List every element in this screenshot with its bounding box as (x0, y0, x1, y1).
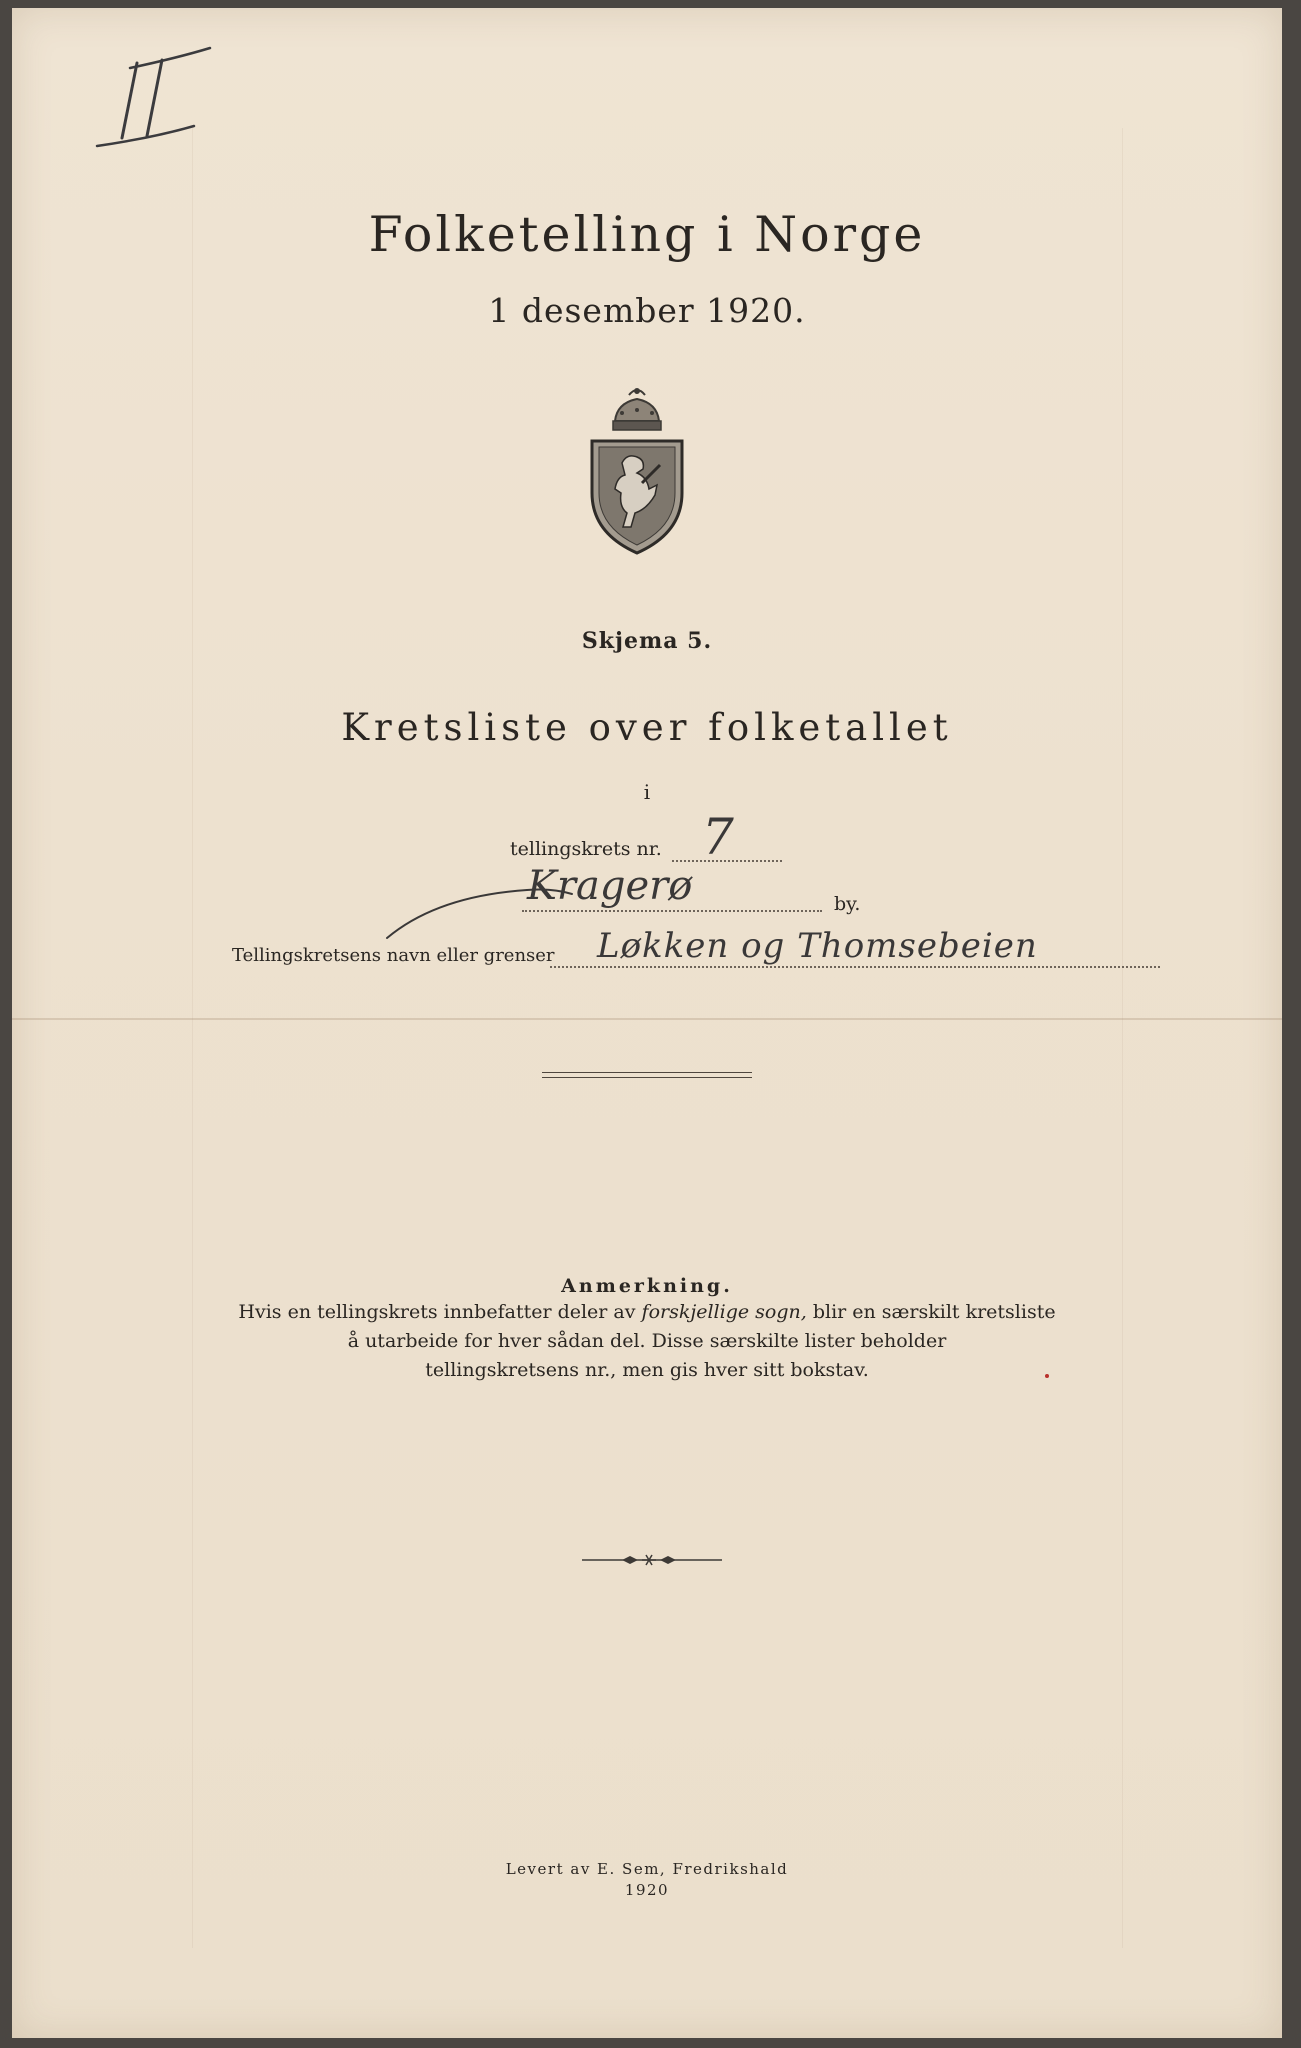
boundaries-handwritten: Løkken og Thomsebeien (597, 926, 1038, 966)
note-line-1-start: Hvis en tellingskrets innbefatter deler av (238, 1301, 642, 1323)
double-rule-divider (542, 1072, 752, 1078)
handwritten-roman-numeral-mark (82, 38, 222, 158)
census-form-page (12, 8, 1282, 2038)
preposition-i: i (643, 780, 651, 804)
note-line-1 (12, 1301, 1282, 1323)
coat-of-arms-icon (587, 383, 687, 558)
census-date: 1 desember 1920. (488, 291, 806, 330)
form-heading: Kretsliste over folketallet (341, 706, 953, 749)
town-suffix: by. (834, 893, 861, 915)
printer-credit: Levert av E. Sem, Fredrikshald (505, 1860, 789, 1878)
circuit-label: tellingskrets nr. (510, 838, 662, 860)
ornament-divider-icon (572, 1554, 732, 1566)
page-fold (12, 1018, 1282, 1020)
note-emphasis: forskjellige sogn, (641, 1301, 807, 1323)
print-year: 1920 (624, 1881, 670, 1899)
note-line-1-end: blir en særskilt kretsliste (806, 1301, 1056, 1323)
note-line-3: tellingskretsens nr., men gis hver sitt bokstav. (425, 1359, 869, 1381)
faint-vertical-rule (1122, 128, 1123, 1948)
town-dotted-line (522, 910, 822, 912)
boundaries-label: Tellingskretsens navn eller grenser (232, 945, 555, 966)
note-title: Anmerkning. (561, 1275, 733, 1297)
town-name-handwritten: Kragerø (527, 863, 693, 909)
schema-number: Skjema 5. (581, 628, 713, 654)
faint-vertical-rule (192, 128, 193, 1948)
ink-speck (1045, 1374, 1049, 1378)
document-title: Folketelling i Norge (368, 206, 926, 263)
boundaries-dotted-line (550, 966, 1160, 968)
svg-text:II: II (82, 38, 83, 39)
circuit-number-handwritten: 7 (702, 808, 734, 866)
note-line-2: å utarbeide for hver sådan del. Disse særskilte lister beholder (347, 1330, 947, 1352)
